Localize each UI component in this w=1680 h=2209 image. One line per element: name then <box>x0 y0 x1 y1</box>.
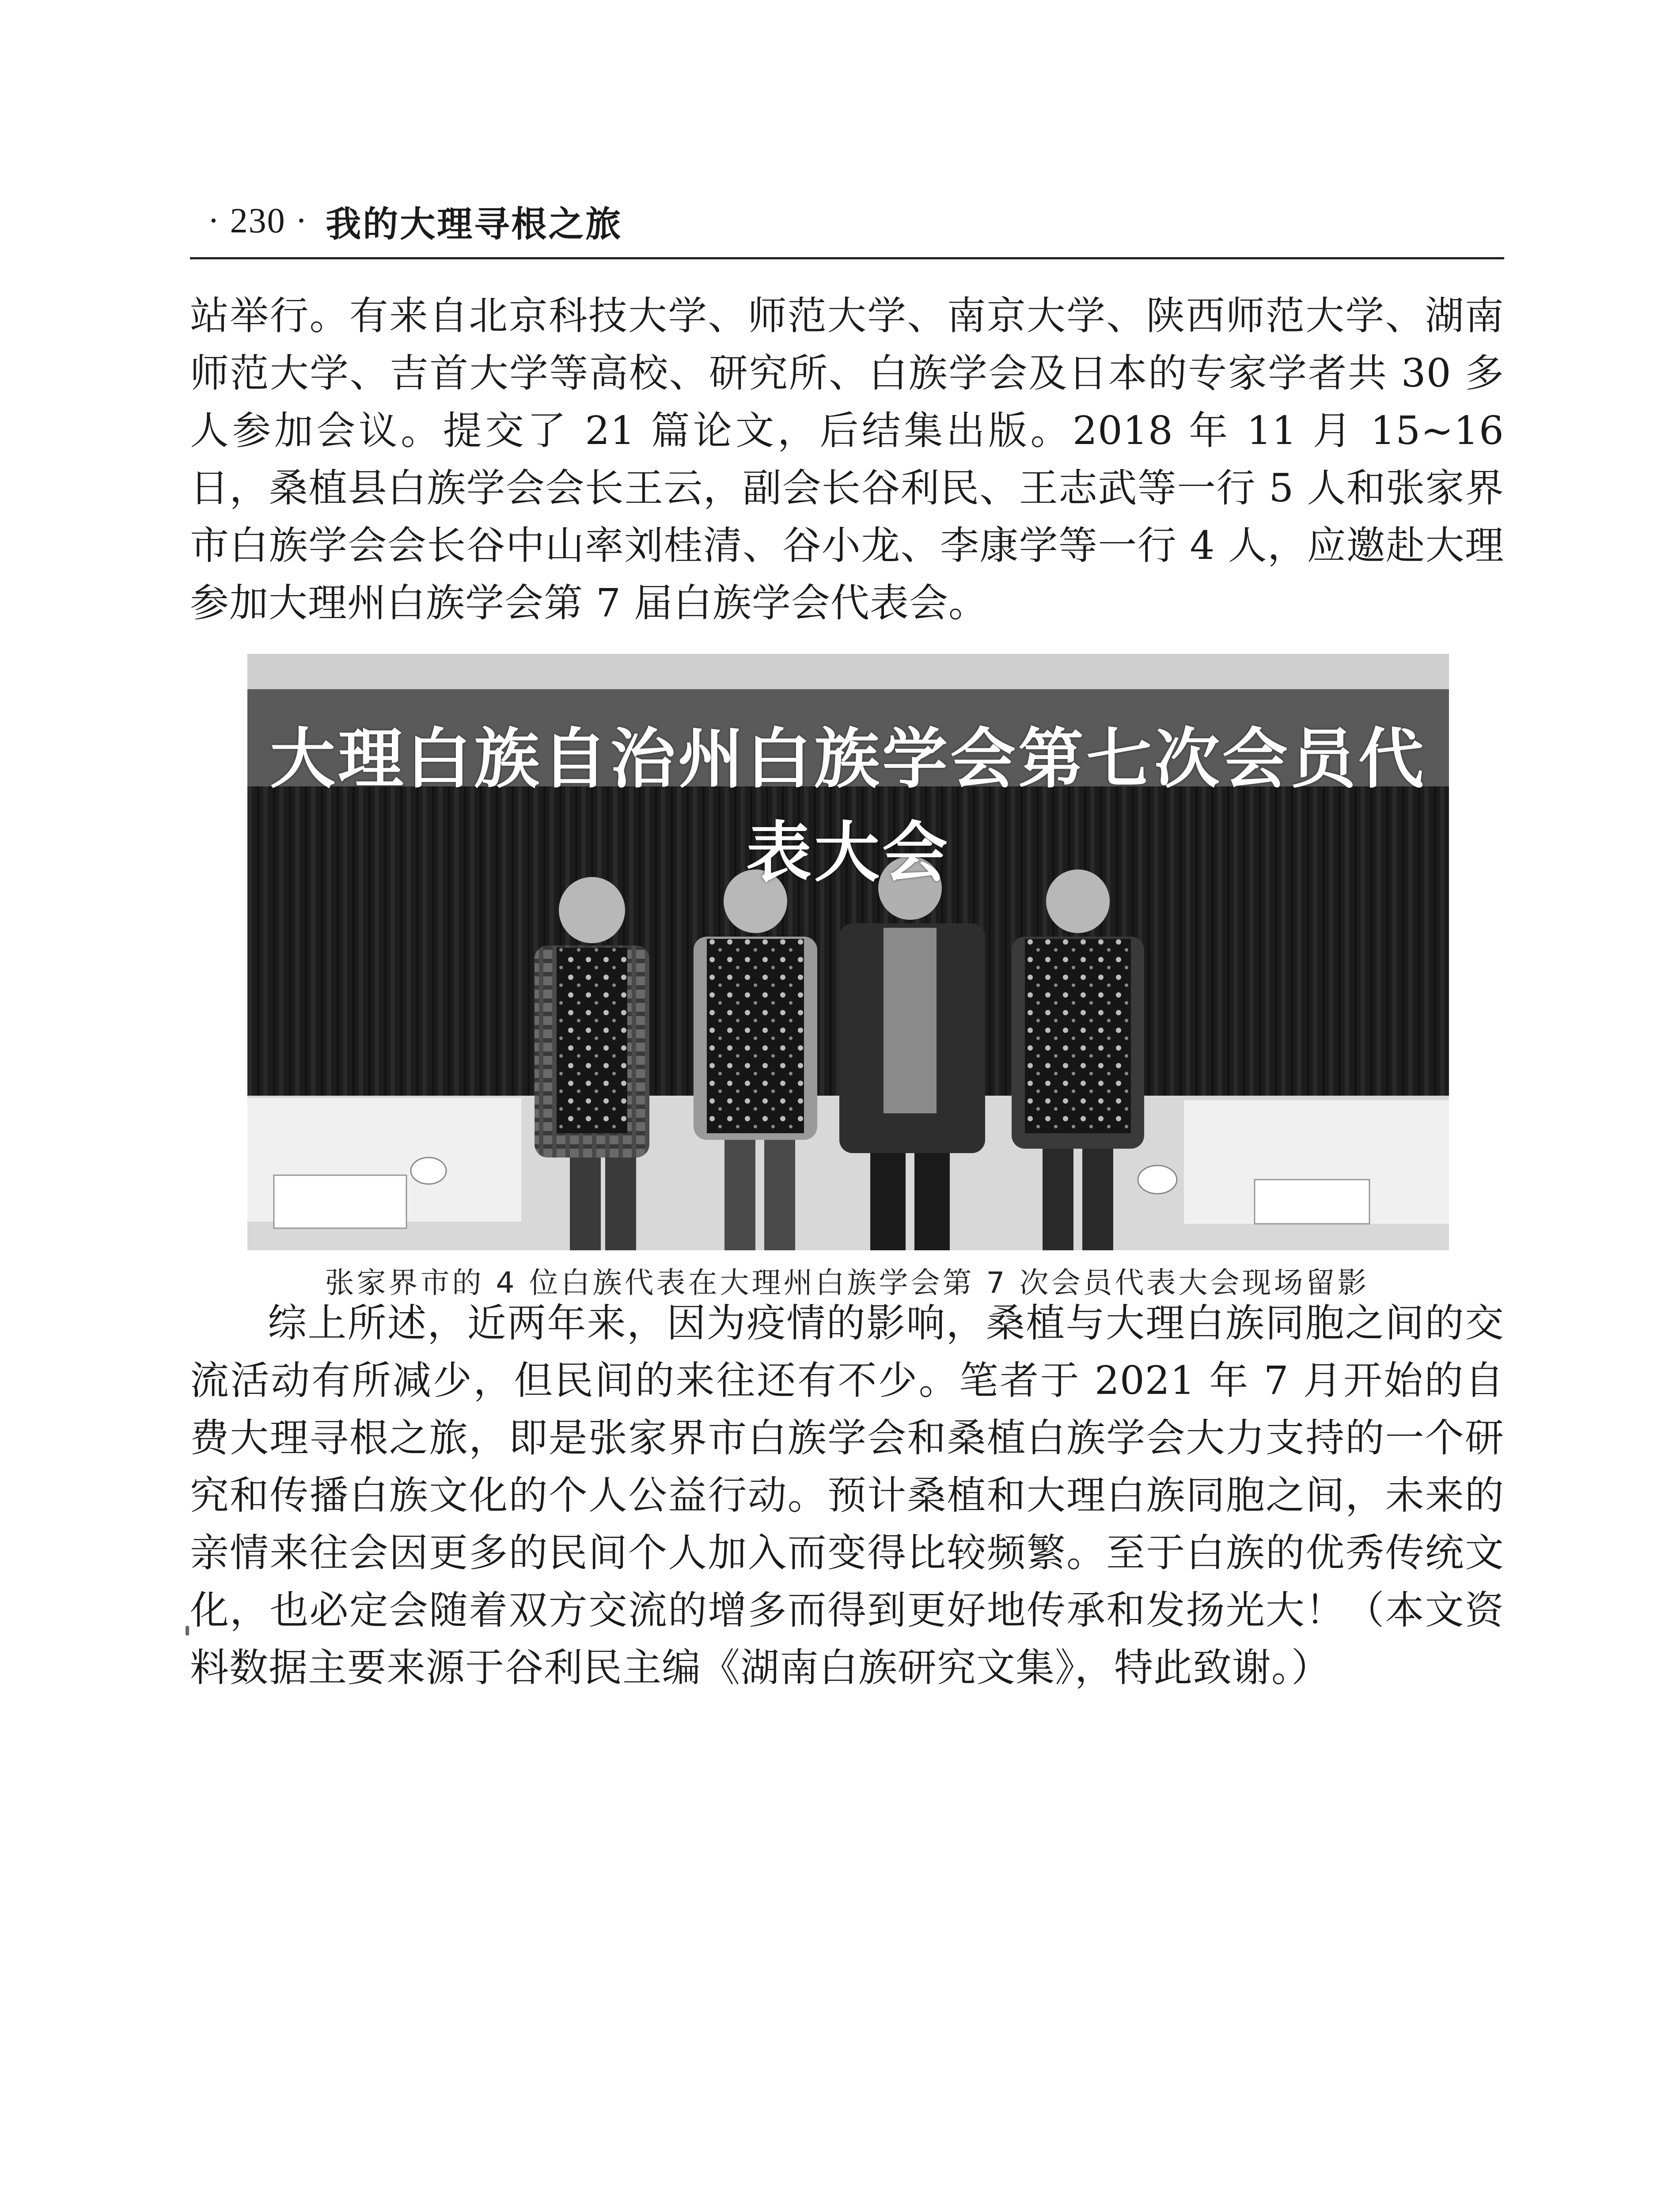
margin-mark <box>186 1626 189 1636</box>
photo-banner-text: 大理白族自治州白族学会第七次会员代表大会 <box>270 721 1426 891</box>
book-title: 我的大理寻根之旅 <box>326 203 623 245</box>
page-number: · 230 · <box>208 201 308 240</box>
meeting-photo <box>247 654 1449 1250</box>
body-paragraph-2: 综上所述，近两年来，因为疫情的影响，桑植与大理白族同胞之间的交流活动有所减少，但民间的来往还有不少。笔者于 2021 年 7 月开始的自费大理寻根之旅，即是张家界市白族学会和桑植白族学会大力支持的一个研究和传播白族文化的个人公益行动。预计桑植和大理白族同胞之间，未来的亲情来往会因更多的民间个人加入而变得比较频繁。至于白族的优秀传统文化，也必定会随着双方交流的增多而得到更好地传承和发扬光大！（本文资料数据主要来源于谷利民主编《湖南白族研究文集》，特此致谢。） <box>190 1300 1504 1690</box>
figure-caption: 张家界市的 4 位白族代表在大理州白族学会第 7 次会员代表大会现场留影 <box>325 1266 1369 1300</box>
body-paragraph-1: 站举行。有来自北京科技大学、师范大学、南京大学、陕西师范大学、湖南师范大学、吉首大学等高校、研究所、白族学会及日本的专家学者共 30 多人参加会议。提交了 21 篇论文，后结集出版。2018 年 11 月 15~16 日，桑植县白族学会会长王云，副会长谷利民、王志武等一行 5 人和张家界市白族学会会长谷中山率刘桂清、谷小龙、李康学等一行 4 人，应邀赴大理参加大理州白族学会第 7 届白族学会代表会。 <box>190 293 1504 626</box>
header-rule <box>190 257 1504 259</box>
running-header <box>208 190 1502 252</box>
